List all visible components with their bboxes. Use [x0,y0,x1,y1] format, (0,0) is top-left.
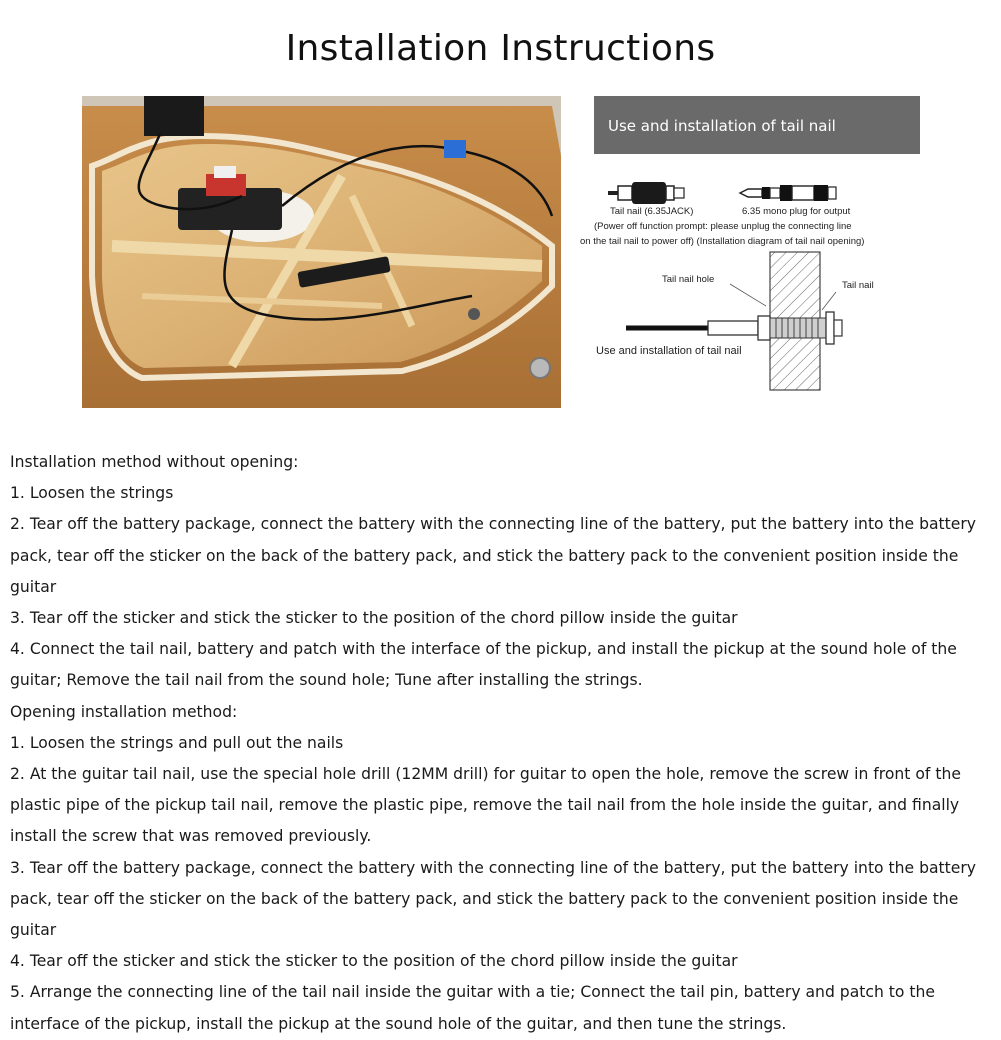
prompt-line-2: on the tail nail to power off) (Installation diagram of tail nail opening) [580,236,865,247]
nail-leader-line [822,292,836,310]
hole-leader-line [730,284,766,306]
instructions-text [10,447,1000,1040]
diagram-header: Use and installation of tail nail [594,96,920,154]
instruction-line: 3. Tear off the battery package, connect the battery with the connecting line of the battery, put the battery into the battery pack, tear off the sticker on the back of the battery pack, and stick the battery pack to the convenient position inside the guitar [10,858,977,940]
tail-nail-label: Tail nail (6.35JACK) [610,206,694,217]
guitar-interior-photo [82,96,561,408]
instruction-line: 3. Tear off the sticker and stick the sticker to the position of the chord pillow inside the guitar [10,609,738,628]
tail-nail-pointer-label: Tail nail [842,280,874,291]
mono-plug-label: 6.35 mono plug for output [742,206,851,217]
guitar-interior-illustration [82,96,561,408]
instruction-line: 1. Loosen the strings [10,484,174,503]
instruction-line: 1. Loosen the strings and pull out the nails [10,733,344,752]
tail-nail-diagram [580,96,920,408]
instruction-line: 2. Tear off the battery package, connect the battery with the connecting line of the battery, put the battery into the battery pack, tear off the sticker on the back of the battery pack, and stick the battery pack to the convenient position inside the guitar [10,515,977,596]
tail-nail-drawing [580,96,920,408]
tail-nail-hole-label: Tail nail hole [662,274,715,285]
page-title: Installation Instructions [285,28,716,69]
instruction-line: 4. Tear off the sticker and stick the sticker to the position of the chord pillow inside the guitar [10,952,738,971]
instruction-line: 4. Connect the tail nail, battery and patch with the interface of the pickup, and install the pickup at the sound hole of the guitar; Remove the tail nail from the sound hole; Tune after installing the strings. [10,640,957,690]
instruction-line: Opening installation method: [10,702,238,721]
mono-plug-icon [740,185,836,201]
instruction-line: 2. At the guitar tail nail, use the special hole drill (12MM drill) for guitar to open the hole, remove the screw in front of the plastic pipe of the pickup tail nail, remove the plastic pipe, remove the tail nail from the hole inside the guitar, and finally install the screw that was removed previously. [10,765,961,846]
instruction-line: Installation method without opening: [10,453,299,471]
diagram-caption: Use and installation of tail nail [596,345,742,357]
prompt-line-1: (Power off function prompt: please unplug the connecting line [594,221,852,232]
tail-nail-jack-icon [608,182,684,204]
instruction-line: 5. Arrange the connecting line of the tail nail inside the guitar with a tie; Connect the tail pin, battery and patch to the interface of the pickup, install the pickup at the sound hole of the guitar, and then tune the strings. [10,983,935,1033]
